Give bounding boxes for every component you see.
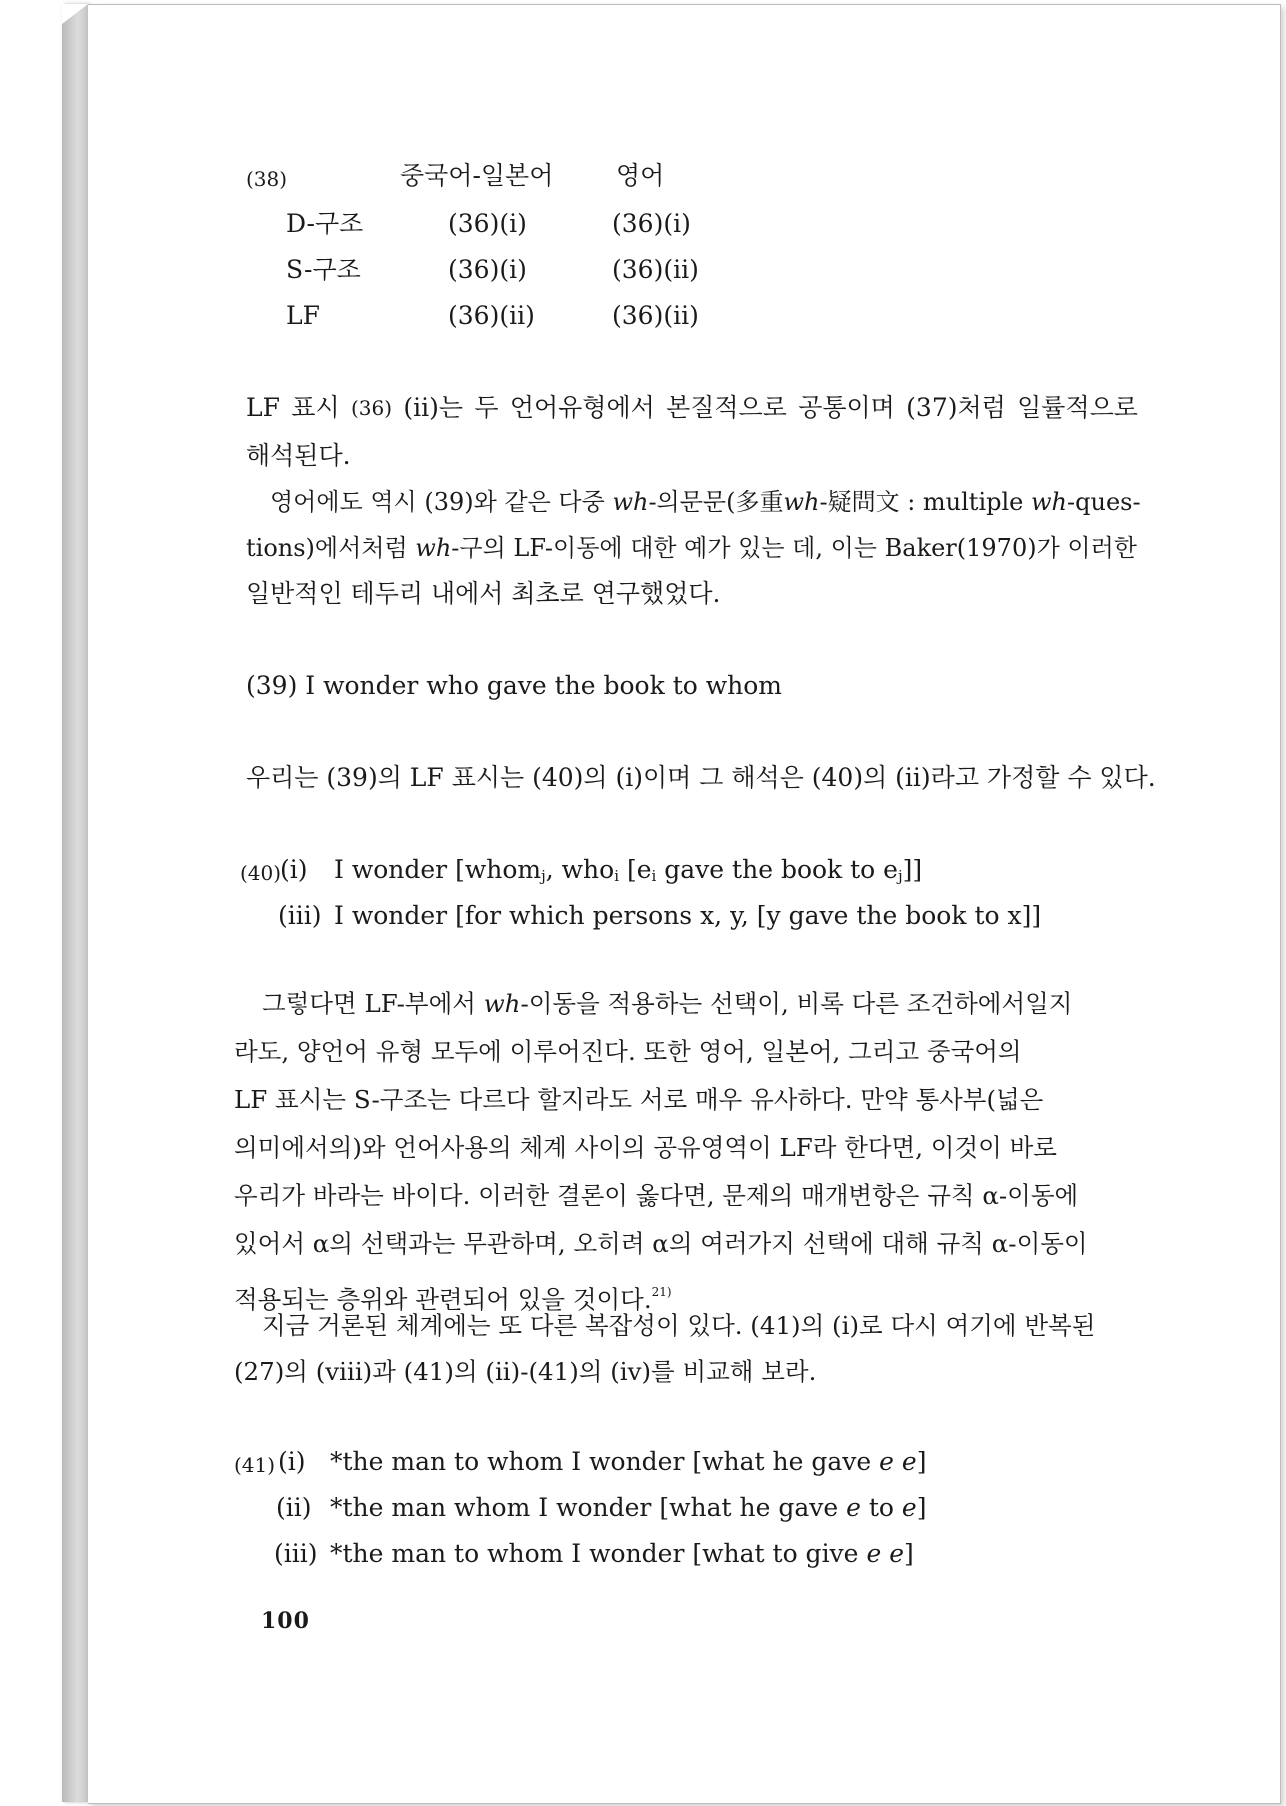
paragraph-4-line-4: 의미에서의)와 언어사용의 체계 사이의 공유영역이 LF라 한다면, 이것이 바로 <box>234 1133 1057 1162</box>
text: gave the book to e <box>656 855 898 884</box>
example-number: (41) <box>234 1453 276 1477</box>
paragraph-4-line-1 <box>262 988 1072 1020</box>
paragraph-4-line-3: LF 표시는 S-구조는 다르다 할지라도 서로 매우 유사하다. 만약 통사부(넓은 <box>234 1085 1044 1114</box>
text: -구의 LF-이동에 대한 예가 있는 데, 이는 Baker(1970)가 이러한 <box>451 534 1137 562</box>
paragraph-2-line-2 <box>246 532 1137 564</box>
word: 두 <box>474 393 499 422</box>
book-spine <box>62 4 88 1802</box>
text: to <box>860 1493 902 1522</box>
example-41-item <box>330 1492 926 1524</box>
cell-en: (36)(ii) <box>612 301 699 330</box>
paragraph-1-line-1 <box>246 392 1138 424</box>
wh-italic: wh <box>483 989 521 1018</box>
text: 적용되는 층위와 관련되어 있을 것이다. <box>234 1285 652 1314</box>
spine-corner <box>62 4 88 24</box>
column-header-cj: 중국어-일본어 <box>400 161 554 190</box>
row-label: D-구조 <box>286 209 364 238</box>
word: (37)처럼 <box>906 393 1006 422</box>
paragraph-1-line-2: 해석된다. <box>246 441 351 470</box>
text: -이동을 적용하는 선택이, 비록 다른 조건하에서일지 <box>520 989 1073 1018</box>
empty-category: e <box>901 1447 917 1476</box>
text: ] <box>903 1539 914 1568</box>
column-header-en: 영어 <box>616 161 665 190</box>
footnote-marker: 21) <box>651 1285 672 1299</box>
example-39: (39) I wonder who gave the book to whom <box>246 671 782 700</box>
text: *the man whom I wonder [what he gave <box>330 1493 847 1522</box>
cell-en: (36)(ii) <box>612 255 699 284</box>
cell-cj: (36)(ii) <box>448 301 535 330</box>
paragraph-2-line-3: 일반적인 테두리 내에서 최초로 연구했었다. <box>246 579 721 608</box>
row-label: LF <box>286 301 320 330</box>
text <box>894 1447 902 1476</box>
text <box>881 1539 889 1568</box>
text: ] <box>916 1447 927 1476</box>
word: 일률적으로 <box>1017 393 1138 422</box>
example-41-item <box>330 1446 926 1478</box>
paragraph-4-line-5: 우리가 바라는 바이다. 이러한 결론이 옳다면, 문제의 매개변항은 규칙 α-이동에 <box>234 1181 1079 1210</box>
item-label: (iii) <box>274 1539 318 1568</box>
word: 표시 <box>291 393 340 422</box>
cell-cj: (36)(i) <box>448 255 527 284</box>
example-number: (38) <box>246 167 288 191</box>
subscript: j <box>897 867 903 885</box>
paragraph-3: 우리는 (39)의 LF 표시는 (40)의 (i)이며 그 해석은 (40)의 (ii)라고 가정할 수 있다. <box>246 763 1156 792</box>
example-40-iii-text: I wonder [for which persons x, y, [y gave the book to x]] <box>334 901 1042 930</box>
example-40-i-text <box>334 854 922 892</box>
wh-italic: wh <box>783 488 820 516</box>
empty-category: e <box>889 1539 904 1568</box>
paragraph-4-line-6: 있어서 α의 선택과는 무관하며, 오히려 α의 여러가지 선택에 대해 규칙 α-이동이 <box>234 1229 1088 1258</box>
word: (36) <box>350 396 393 420</box>
subscript: i <box>614 867 620 885</box>
empty-category: e <box>879 1447 894 1476</box>
item-label: (i) <box>278 1447 306 1476</box>
subscript: j <box>541 867 546 885</box>
text: *the man to whom I wonder [what to give <box>330 1539 867 1568</box>
word: 본질적으로 <box>666 393 787 422</box>
paragraph-2-line-1 <box>270 486 1141 518</box>
text: , who <box>545 855 615 884</box>
example-number: (40) <box>240 861 282 885</box>
item-label: (ii) <box>276 1493 312 1522</box>
wh-italic: wh <box>612 488 649 516</box>
page-number: 100 <box>261 1608 310 1634</box>
text: 영어에도 역시 (39)와 같은 다중 <box>270 488 613 516</box>
text: [e <box>619 855 652 884</box>
word: LF <box>246 393 280 422</box>
item-label: (iii) <box>278 901 322 930</box>
wh-italic: wh <box>415 534 452 562</box>
text: ]] <box>902 855 923 884</box>
text: *the man to whom I wonder [what he gave <box>330 1447 880 1476</box>
cell-en: (36)(i) <box>612 209 691 238</box>
paragraph-4-line-2: 라도, 양언어 유형 모두에 이루어진다. 또한 영어, 일본어, 그리고 중국어의 <box>234 1037 1022 1066</box>
text: -의문문(多重 <box>648 488 784 516</box>
row-label: S-구조 <box>286 255 361 284</box>
text: -疑問文 : multiple <box>819 488 1032 516</box>
text: I wonder [whom <box>334 855 542 884</box>
word: (ii)는 <box>403 393 464 422</box>
word: 공통이며 <box>798 393 895 422</box>
paragraph-5-line-1: 지금 거론된 체계에는 또 다른 복잡성이 있다. (41)의 (i)로 다시 여기에 반복된 <box>262 1311 1096 1340</box>
text: -ques- <box>1067 488 1141 516</box>
word: 언어유형에서 <box>509 393 655 422</box>
wh-italic: wh <box>1031 488 1068 516</box>
paragraph-5-line-2: (27)의 (viii)과 (41)의 (ii)-(41)의 (iv)를 비교해 보라. <box>234 1357 817 1386</box>
empty-category: e <box>866 1539 882 1568</box>
subscript: i <box>651 867 657 885</box>
text: ] <box>916 1493 927 1522</box>
cell-cj: (36)(i) <box>448 209 527 238</box>
empty-category: e <box>901 1493 917 1522</box>
item-label: (i) <box>280 855 308 884</box>
empty-category: e <box>846 1493 861 1522</box>
example-41-item <box>330 1538 914 1570</box>
text: 그렇다면 LF-부에서 <box>262 989 484 1018</box>
text: tions)에서처럼 <box>246 534 416 562</box>
